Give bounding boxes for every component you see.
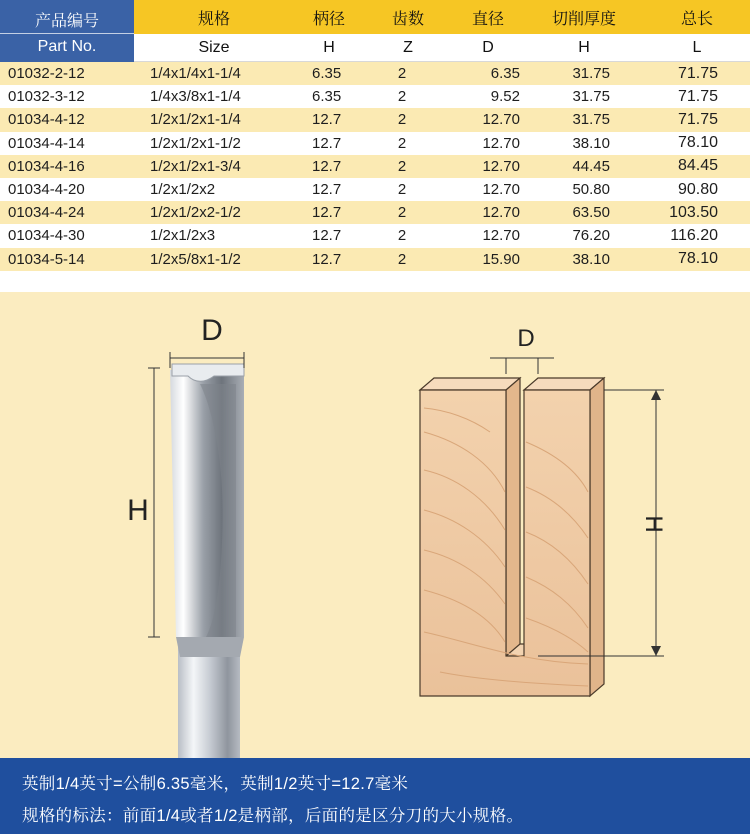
wood-right-side <box>590 378 604 696</box>
cell-part-no: 01032-3-12 <box>8 88 85 106</box>
cell-size: 1/4x3/8x1-1/4 <box>150 88 241 106</box>
cell-part-no: 01034-4-24 <box>8 204 85 222</box>
cell-diameter-d: 12.70 <box>482 157 520 175</box>
wood-d-label: D <box>517 325 535 352</box>
cell-size: 1/2x1/2x1-1/4 <box>150 111 241 129</box>
cell-diameter-d: 15.90 <box>482 250 520 268</box>
cell-part-no: 01034-4-16 <box>8 157 85 175</box>
router-bit <box>127 314 244 758</box>
bit-h-label: H <box>127 494 149 527</box>
cell-shank-h: 6.35 <box>312 88 342 106</box>
cell-shank-h: 12.7 <box>312 134 342 152</box>
footer-line-1: 英制1/4英寸=公制6.35毫米，英制1/2英寸=12.7毫米 <box>22 775 409 793</box>
bit-d-label: D <box>201 314 223 347</box>
header-cn-1: 规格 <box>197 10 230 28</box>
cell-shank-h: 12.7 <box>312 111 342 129</box>
cell-teeth-z: 2 <box>397 204 407 222</box>
wood-h-arrow-bottom <box>651 646 661 656</box>
cell-teeth-z: 2 <box>397 227 407 245</box>
cell-length-l: 84.45 <box>677 157 718 175</box>
header-cn-3: 齿数 <box>391 10 424 28</box>
header-cn-2: 柄径 <box>312 10 345 28</box>
cell-shank-h: 12.7 <box>312 181 342 199</box>
header-part-no-en: Part No. <box>37 38 97 55</box>
spec-table <box>0 0 750 268</box>
cell-teeth-z: 2 <box>397 181 407 199</box>
cell-length-l: 103.50 <box>669 203 718 221</box>
cell-part-no: 01034-4-14 <box>8 134 85 152</box>
wood-left-top <box>420 378 520 390</box>
table-row <box>0 224 750 247</box>
cell-diameter-d: 6.35 <box>490 65 520 83</box>
table-row <box>0 155 750 178</box>
cell-cut-depth-h: 76.20 <box>572 227 610 245</box>
header-cn-4: 直径 <box>471 10 504 28</box>
wood-front-face <box>420 390 590 696</box>
cell-teeth-z: 2 <box>397 111 407 129</box>
cell-length-l: 71.75 <box>677 110 718 128</box>
dimension-diagram <box>0 292 750 758</box>
wood-h-arrow-top <box>651 390 661 400</box>
table-row <box>0 201 750 224</box>
footer-note <box>0 758 750 834</box>
cell-length-l: 90.80 <box>677 180 718 198</box>
cell-cut-depth-h: 31.75 <box>572 65 610 83</box>
cell-teeth-z: 2 <box>397 134 407 152</box>
table-body <box>0 62 750 271</box>
cell-teeth-z: 2 <box>397 157 407 175</box>
wood-groove-left-wall <box>506 378 520 656</box>
header-en-5: H <box>578 38 590 56</box>
header-en-2: H <box>323 38 335 56</box>
header-cn-6: 总长 <box>680 10 713 28</box>
cell-part-no: 01034-4-12 <box>8 111 85 129</box>
cell-length-l: 71.75 <box>677 64 718 82</box>
cell-cut-depth-h: 31.75 <box>572 111 610 129</box>
cell-shank-h: 12.7 <box>312 204 342 222</box>
cell-size: 1/2x1/2x2-1/2 <box>150 204 241 222</box>
cell-part-no: 01034-4-30 <box>8 227 85 245</box>
cell-cut-depth-h: 63.50 <box>572 204 610 222</box>
header-en-4: D <box>482 38 494 56</box>
cell-size: 1/2x5/8x1-1/2 <box>150 250 241 268</box>
cell-diameter-d: 12.70 <box>482 134 520 152</box>
wood-h-label: H <box>640 515 667 533</box>
cell-diameter-d: 12.70 <box>482 204 520 222</box>
cell-cut-depth-h: 44.45 <box>572 157 610 175</box>
cell-size: 1/2x1/2x2 <box>150 181 216 199</box>
cell-diameter-d: 12.70 <box>482 227 520 245</box>
footer-line-2: 规格的标法：前面1/4或者1/2是柄部，后面的是区分刀的大小规格。 <box>22 807 524 825</box>
cell-size: 1/2x1/2x1-3/4 <box>150 157 241 175</box>
cell-length-l: 116.20 <box>670 226 718 244</box>
table-row <box>0 62 750 85</box>
cell-length-l: 71.75 <box>677 87 718 105</box>
cell-shank-h: 12.7 <box>312 250 342 268</box>
cell-part-no: 01034-5-14 <box>8 250 85 268</box>
cell-length-l: 78.10 <box>677 134 718 152</box>
header-part-no-cn: 产品编号 <box>34 13 99 30</box>
cell-shank-h: 12.7 <box>312 157 342 175</box>
header-en-1: Size <box>198 38 230 56</box>
cell-diameter-d: 9.52 <box>490 88 520 106</box>
wood-block <box>420 325 667 696</box>
bit-neck <box>176 637 244 657</box>
cell-length-l: 78.10 <box>677 250 718 268</box>
cell-size: 1/4x1/4x1-1/4 <box>150 65 241 83</box>
cell-cut-depth-h: 38.10 <box>572 250 610 268</box>
header-en-3: Z <box>403 38 413 56</box>
part-no-header <box>0 0 134 62</box>
table-row <box>0 248 750 271</box>
cell-teeth-z: 2 <box>397 88 407 106</box>
table-row <box>0 108 750 131</box>
cell-teeth-z: 2 <box>397 65 407 83</box>
header-en-6: L <box>692 38 702 56</box>
cell-teeth-z: 2 <box>397 250 407 268</box>
cell-diameter-d: 12.70 <box>482 181 520 199</box>
cell-diameter-d: 12.70 <box>482 111 520 129</box>
cell-shank-h: 12.7 <box>312 227 342 245</box>
table-row <box>0 178 750 201</box>
cell-cut-depth-h: 38.10 <box>572 134 610 152</box>
table-row <box>0 85 750 108</box>
cell-size: 1/2x1/2x3 <box>150 227 216 245</box>
diagram-svg <box>0 292 750 758</box>
cell-shank-h: 6.35 <box>312 65 342 83</box>
cell-cut-depth-h: 50.80 <box>572 181 610 199</box>
header-divider <box>0 33 134 34</box>
cell-size: 1/2x1/2x1-1/2 <box>150 134 241 152</box>
header-cn-5: 切削厚度 <box>551 10 616 28</box>
table-row <box>0 132 750 155</box>
cell-cut-depth-h: 31.75 <box>572 88 610 106</box>
cell-part-no: 01034-4-20 <box>8 181 85 199</box>
cell-part-no: 01032-2-12 <box>8 65 85 83</box>
